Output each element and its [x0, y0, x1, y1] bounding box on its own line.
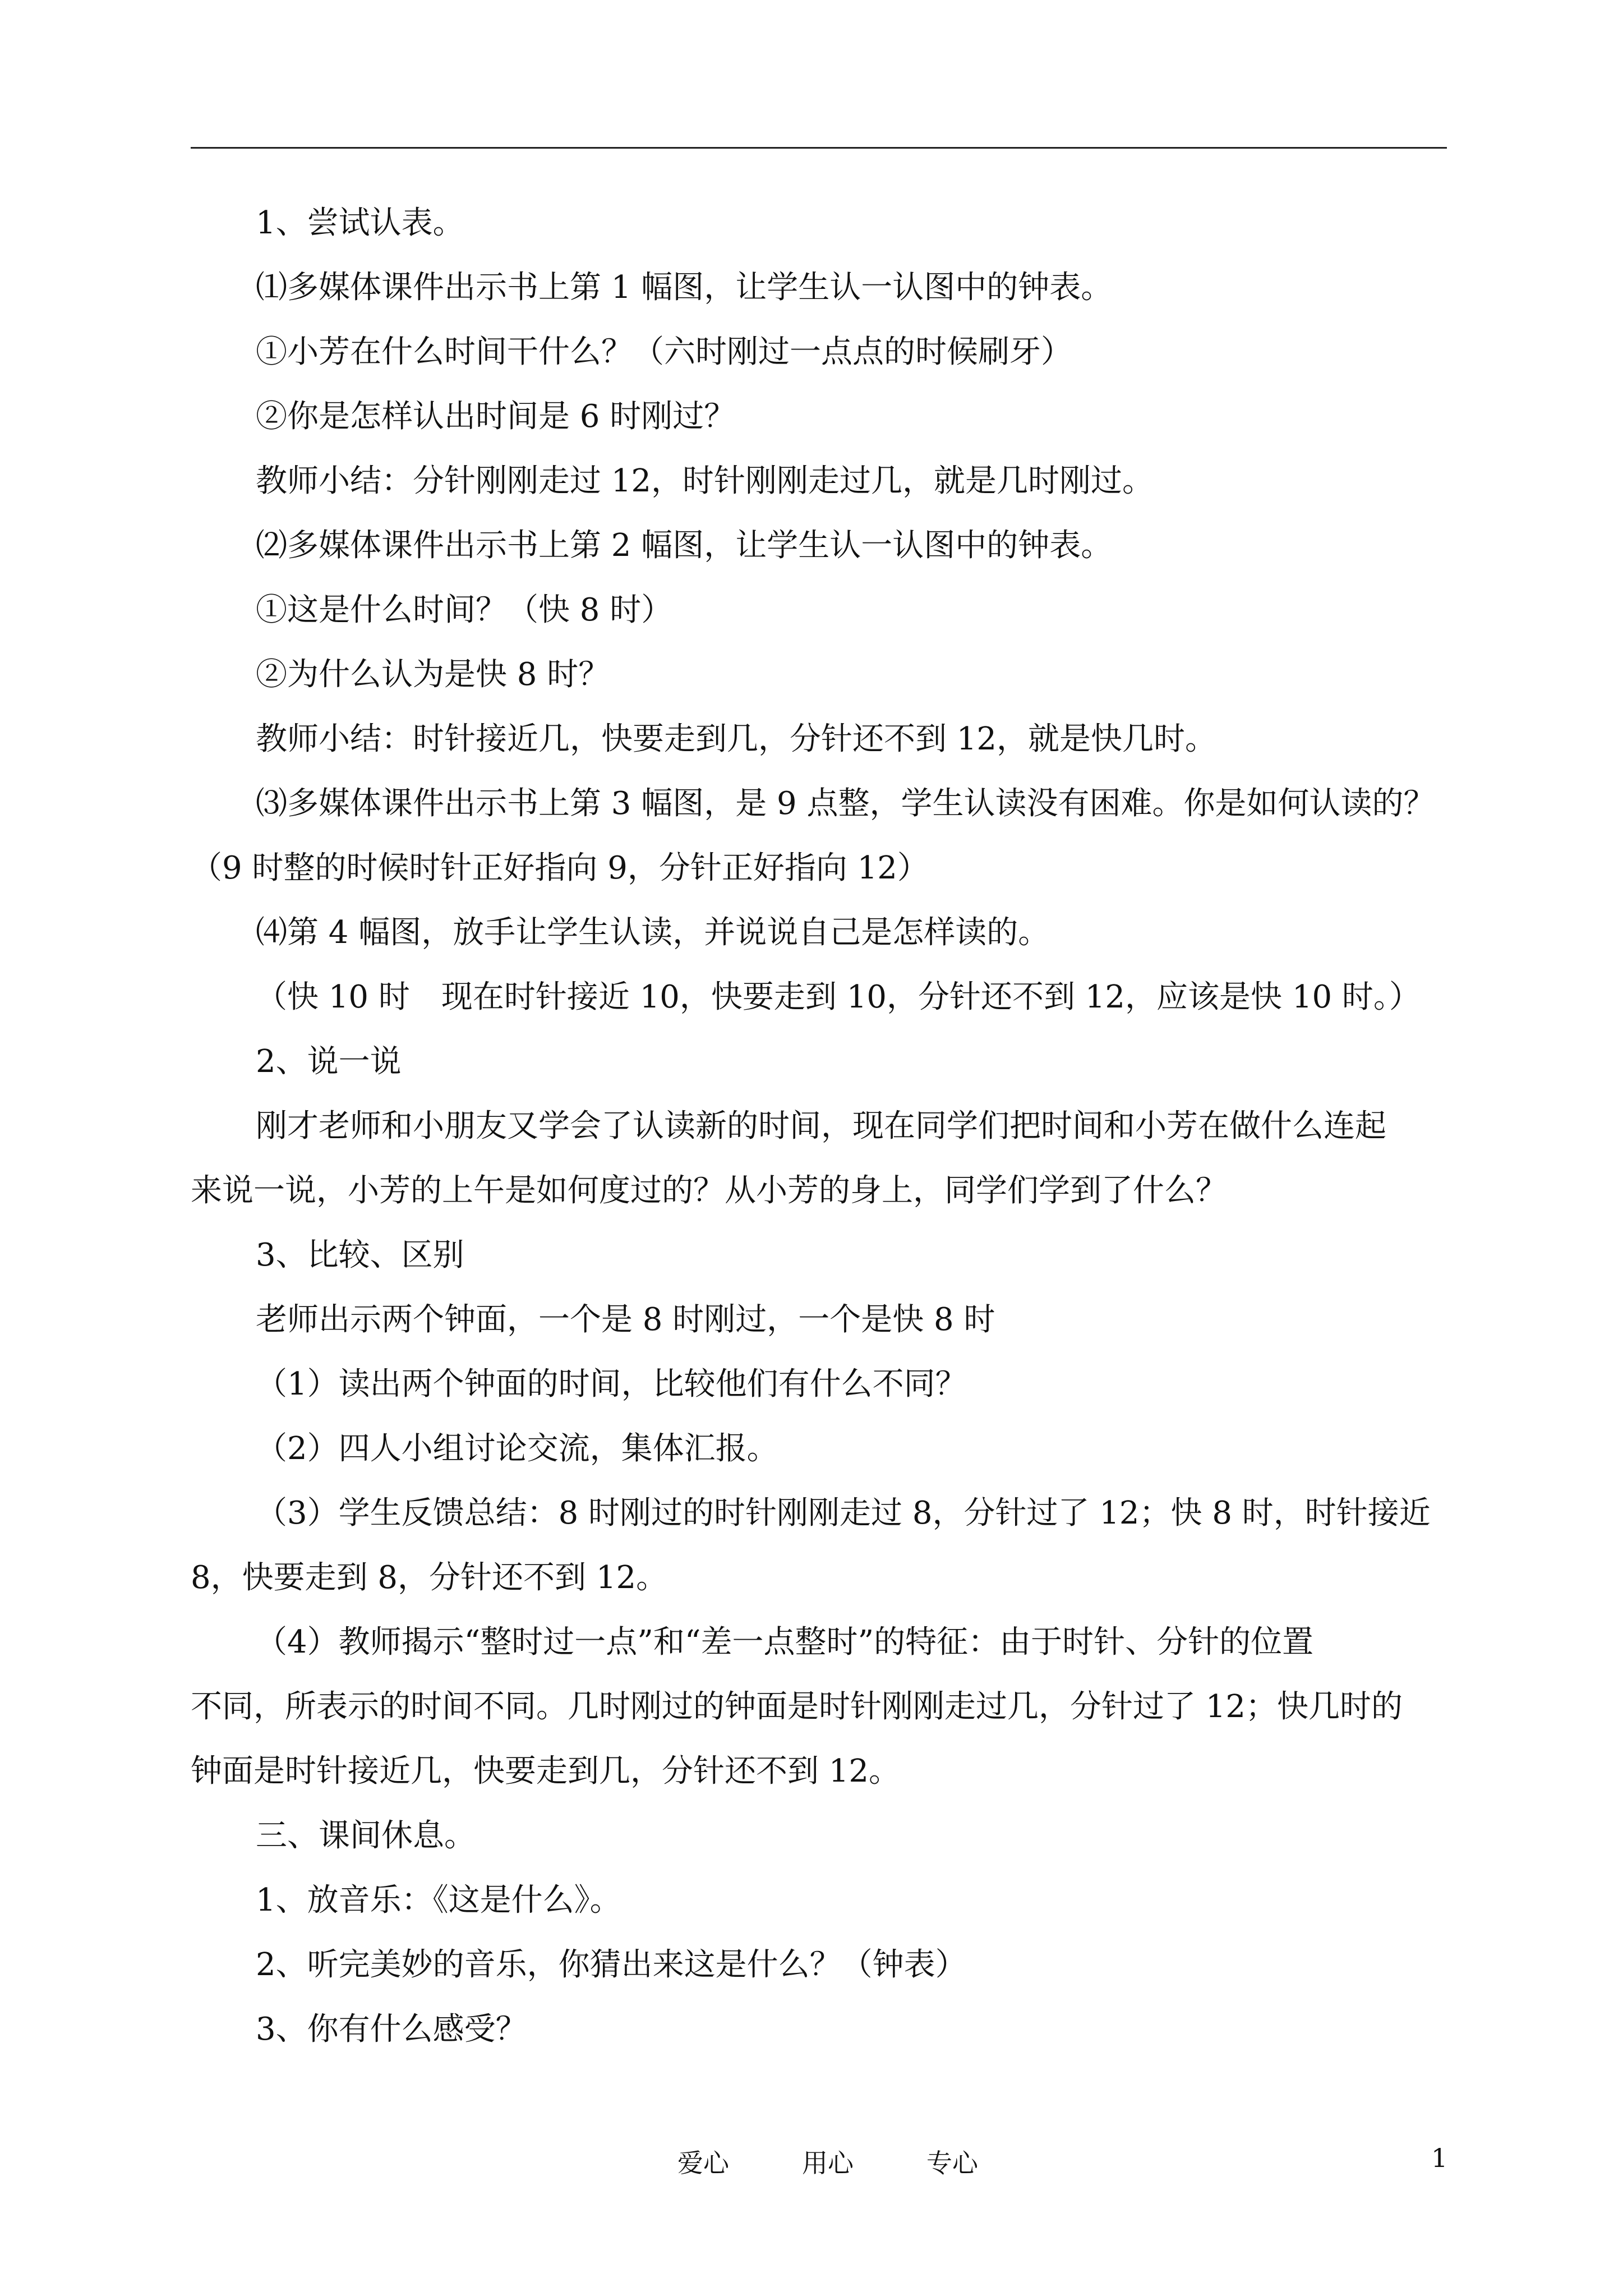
footer-motto	[677, 2143, 1051, 2180]
paragraph: 老师出示两个钟面，一个是 8 时刚过，一个是快 8 时	[256, 1301, 995, 1338]
paragraph: 教师小结：分针刚刚走过 12，时针刚刚走过几，就是几时刚过。	[256, 463, 1154, 499]
paragraph: （快 10 时 现在时针接近 10，快要走到 10，分针还不到 12，应该是快 10 时。）	[256, 979, 1421, 1015]
paragraph: 3、比较、区别	[256, 1237, 464, 1273]
paragraph: 8，快要走到 8，分针还不到 12。	[191, 1559, 668, 1596]
paragraph: 3、你有什么感受？	[256, 2011, 527, 2047]
paragraph: ⑶多媒体课件出示书上第 3 幅图，是 9 点整，学生认读没有困难。你是如何认读的？	[256, 785, 1435, 822]
paragraph: 不同，所表示的时间不同。几时刚过的钟面是时针刚刚走过几，分针过了 12；快几时的	[191, 1688, 1403, 1725]
motto-word: 用心	[802, 2148, 854, 2178]
paragraph: 1、尝试认表。	[256, 205, 464, 241]
paragraph: 1、放音乐：《这是什么》。	[256, 1882, 621, 1918]
paragraph: 2、听完美妙的音乐，你猜出来这是什么？（钟表）	[256, 1947, 967, 1983]
motto-word: 专心	[926, 2148, 978, 2178]
paragraph: ①小芳在什么时间干什么？（六时刚过一点点的时候刷牙）	[256, 334, 1072, 370]
paragraph: （4）教师揭示“整时过一点”和“差一点整时”的特征：由于时针、分针的位置	[256, 1624, 1314, 1660]
paragraph: ②你是怎样认出时间是 6 时刚过？	[256, 398, 736, 435]
paragraph: ⑴多媒体课件出示书上第 1 幅图，让学生认一认图中的钟表。	[256, 269, 1113, 306]
paragraph: 教师小结：时针接近几，快要走到几，分针还不到 12，就是快几时。	[256, 721, 1217, 757]
motto-word: 爱心	[677, 2148, 729, 2178]
paragraph: ⑷第 4 幅图，放手让学生认读，并说说自己是怎样读的。	[256, 914, 1050, 951]
paragraph: ⑵多媒体课件出示书上第 2 幅图，让学生认一认图中的钟表。	[256, 527, 1113, 564]
paragraph: 2、说一说	[256, 1043, 402, 1080]
paragraph: （9 时整的时候时针正好指向 9，分针正好指向 12）	[191, 850, 929, 886]
paragraph: 三、课间休息。	[256, 1818, 476, 1854]
paragraph: （1）读出两个钟面的时间，比较他们有什么不同？	[256, 1366, 967, 1402]
page-number: 1	[1431, 2143, 1448, 2173]
paragraph: ①这是什么时间？（快 8 时）	[256, 592, 673, 628]
paragraph: 来说一说，小芳的上午是如何度过的？从小芳的身上，同学们学到了什么？	[191, 1172, 1227, 1209]
paragraph: ②为什么认为是快 8 时？	[256, 656, 610, 693]
document-body	[191, 191, 1447, 2062]
paragraph: 刚才老师和小朋友又学会了认读新的时间，现在同学们把时间和小芳在做什么连起	[256, 1108, 1386, 1144]
paragraph: （2）四人小组讨论交流，集体汇报。	[256, 1430, 778, 1467]
paragraph: （3）学生反馈总结：8 时刚过的时针刚刚走过 8，分针过了 12；快 8 时，时针接近	[256, 1495, 1431, 1531]
header-rule	[191, 147, 1447, 149]
paragraph: 钟面是时针接近几，快要走到几，分针还不到 12。	[191, 1753, 901, 1789]
